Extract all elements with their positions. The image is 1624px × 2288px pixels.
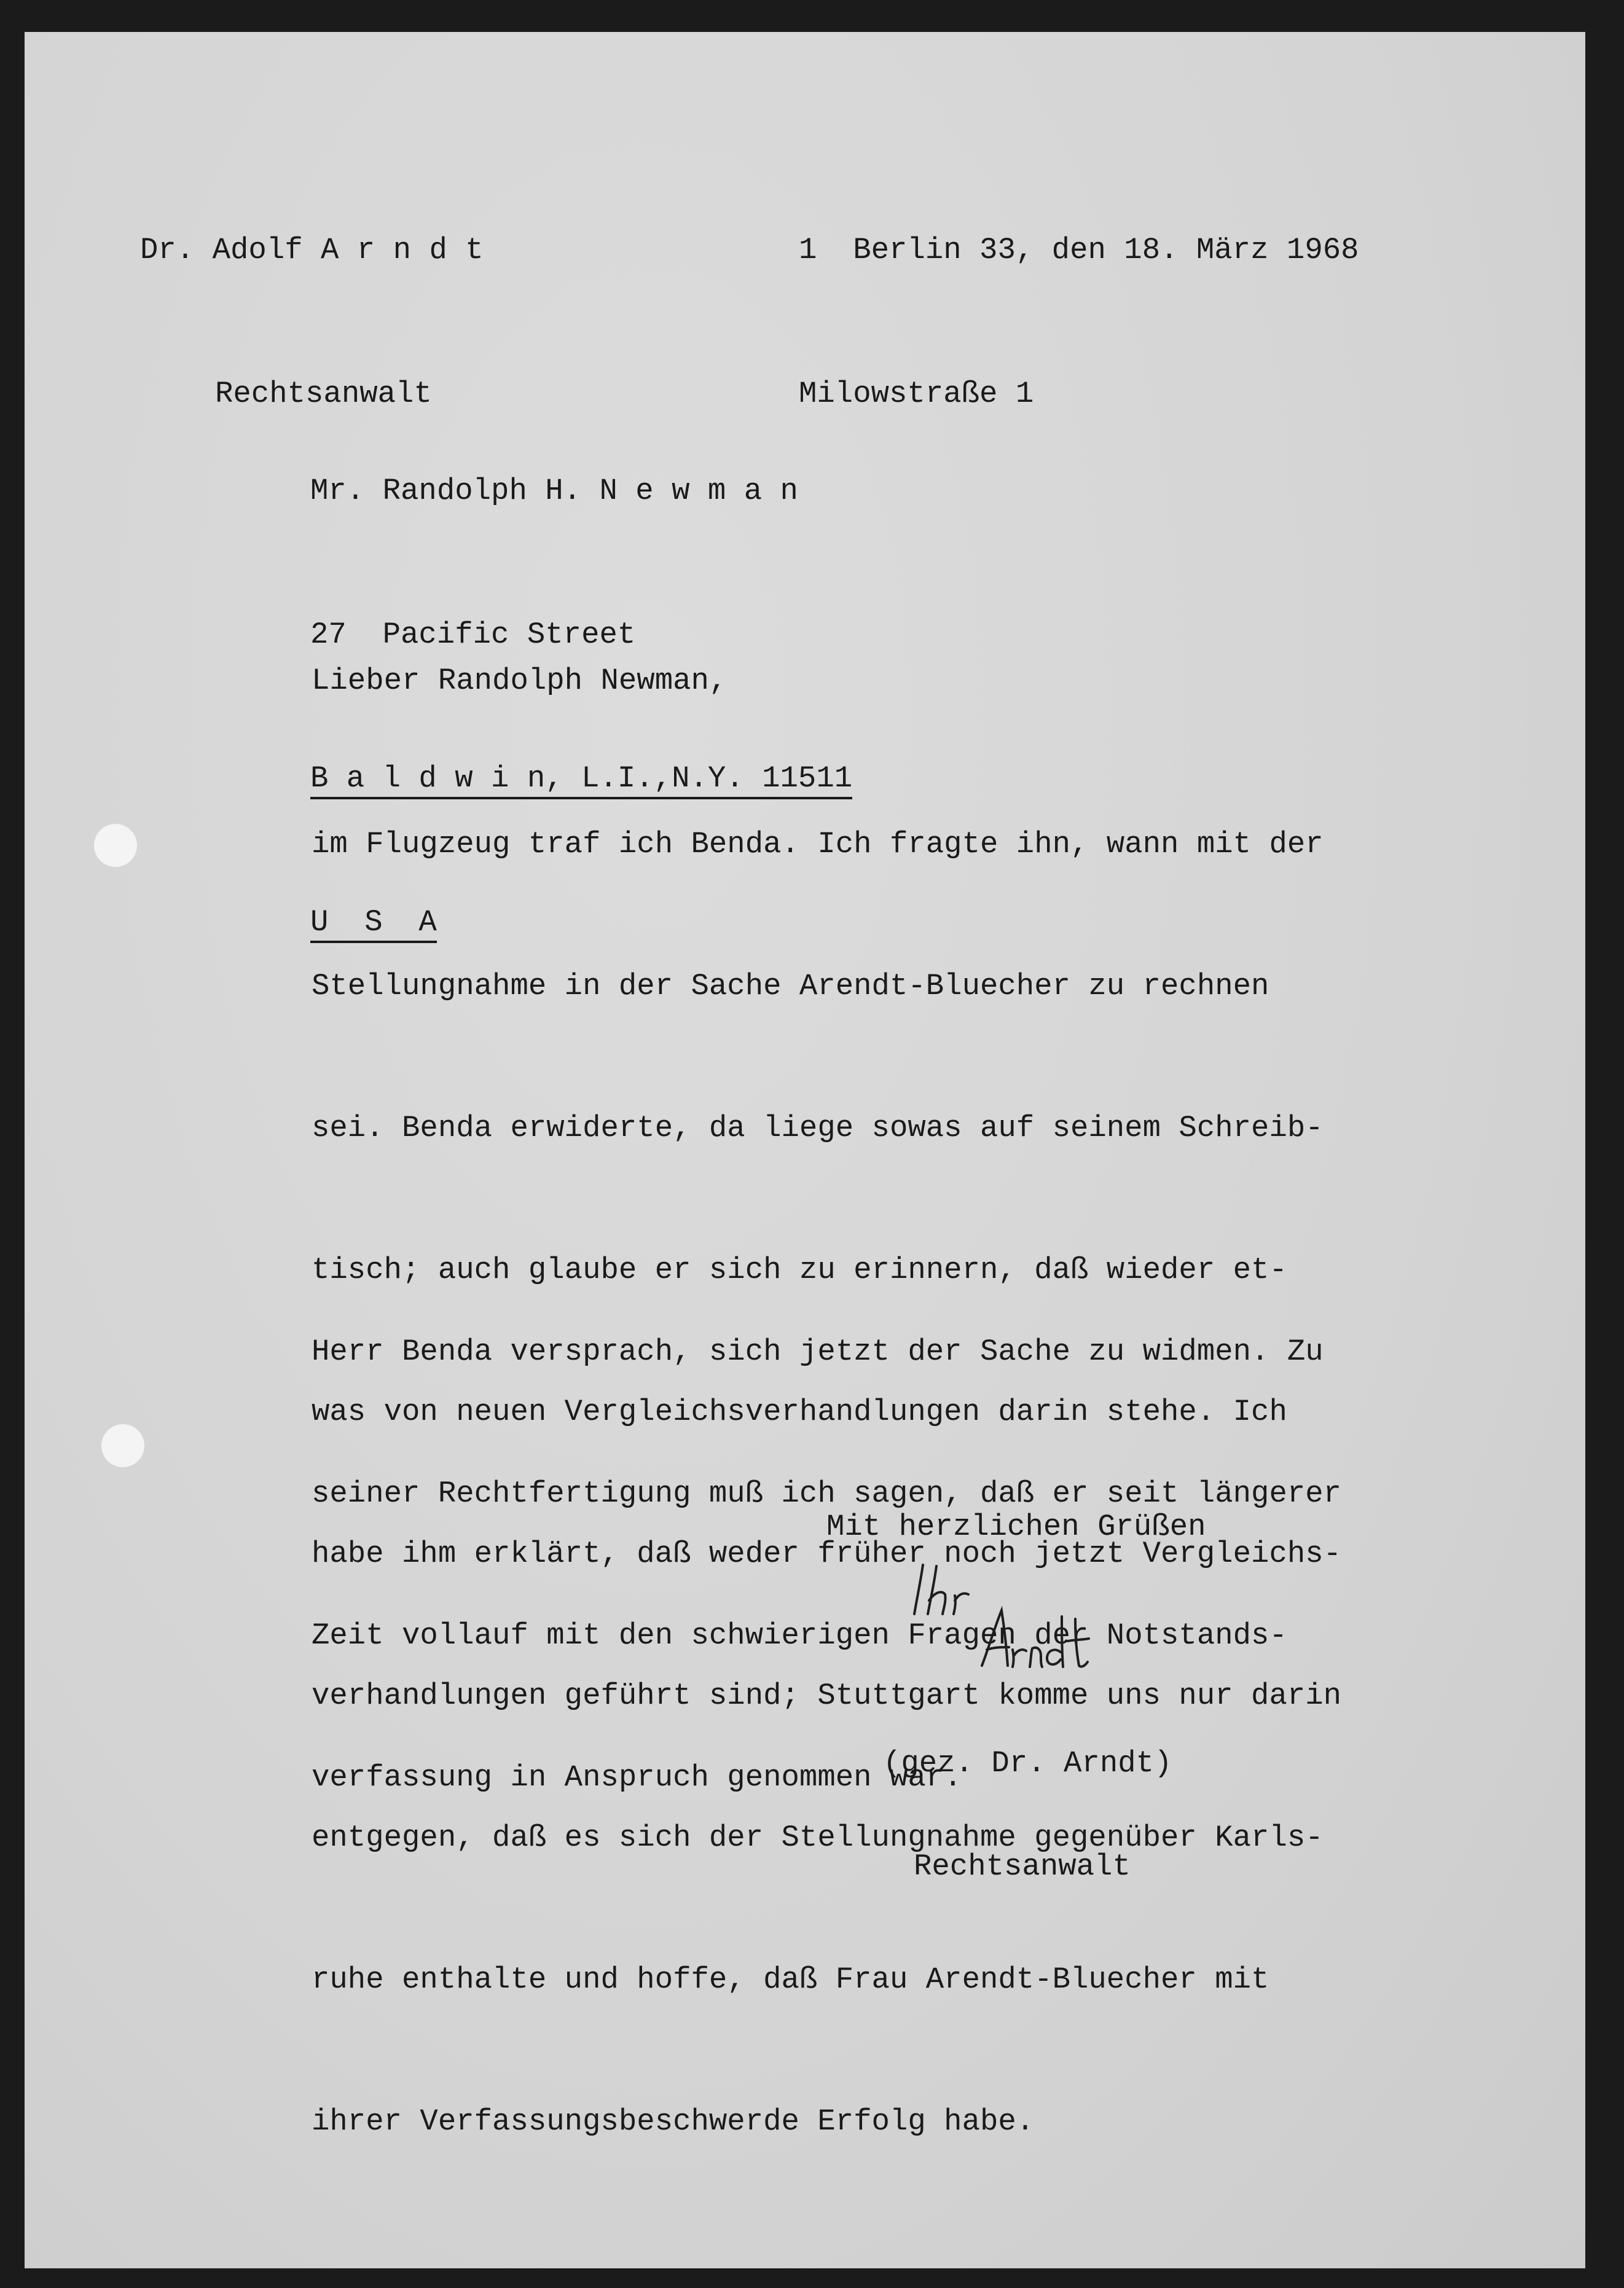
paragraph-line: im Flugzeug traf ich Benda. Ich fragte ihn, wann mit der bbox=[312, 827, 1324, 861]
recipient-street: 27 Pacific Street bbox=[310, 617, 636, 652]
recipient-country: U S A bbox=[310, 905, 437, 943]
letterhead-place-date bbox=[799, 130, 1359, 514]
handwritten-signature bbox=[909, 1557, 1131, 1680]
paragraph-line: verfassung in Anspruch genommen war. bbox=[312, 1760, 962, 1795]
paragraph-line: Herr Benda versprach, sich jetzt der Sache zu widmen. Zu bbox=[312, 1334, 1324, 1369]
signed-title: Rechtsanwalt bbox=[914, 1849, 1131, 1884]
punch-hole-top bbox=[94, 824, 137, 867]
paragraph-line: ihrer Verfassungsbeschwerde Erfolg habe. bbox=[312, 2104, 1035, 2139]
paragraph-line: sei. Benda erwiderte, da liege sowas auf seinem Schreib- bbox=[312, 1111, 1324, 1145]
salutation: Lieber Randolph Newman, bbox=[312, 664, 728, 698]
sender-street: Milowstraße 1 bbox=[799, 377, 1034, 411]
paragraph-line: entgegen, daß es sich der Stellungnahme gegenüber Karls- bbox=[312, 1820, 1324, 1855]
sender-name: Dr. Adolf A r n d t bbox=[140, 233, 484, 267]
paragraph-line: verhandlungen geführt sind; Stuttgart komme uns nur darin bbox=[312, 1679, 1342, 1713]
sender-title: Rechtsanwalt bbox=[215, 377, 432, 411]
punch-hole-bottom bbox=[101, 1424, 144, 1467]
place-date: 1 Berlin 33, den 18. März 1968 bbox=[799, 233, 1359, 267]
body-paragraph-2 bbox=[312, 1234, 1341, 1896]
paragraph-line: tisch; auch glaube er sich zu erinnern, daß wieder et- bbox=[312, 1253, 1287, 1287]
paragraph-line: was von neuen Vergleichsverhandlungen darin stehe. Ich bbox=[312, 1395, 1287, 1429]
closing: Mit herzlichen Grüßen bbox=[826, 1510, 1206, 1544]
paragraph-line: Zeit vollauf mit den schwierigen Fragen der Notstands- bbox=[312, 1618, 1287, 1653]
paragraph-line: Stellungnahme in der Sache Arendt-Bluecher zu rechnen bbox=[312, 969, 1269, 1003]
paragraph-line: ruhe enthalte und hoffe, daß Frau Arendt-Bluecher mit bbox=[312, 1962, 1269, 1997]
paragraph-line: habe ihm erklärt, daß weder früher noch jetzt Vergleichs- bbox=[312, 1537, 1342, 1571]
recipient-name: Mr. Randolph H. N e w m a n bbox=[310, 474, 798, 508]
recipient-city: B a l d w i n, L.I.,N.Y. 11511 bbox=[310, 761, 852, 799]
signed-name: (gez. Dr. Arndt) bbox=[883, 1746, 1172, 1781]
paragraph-line: seiner Rechtfertigung muß ich sagen, daß er seit längerer bbox=[312, 1476, 1342, 1511]
signature-block bbox=[883, 1677, 1172, 1953]
